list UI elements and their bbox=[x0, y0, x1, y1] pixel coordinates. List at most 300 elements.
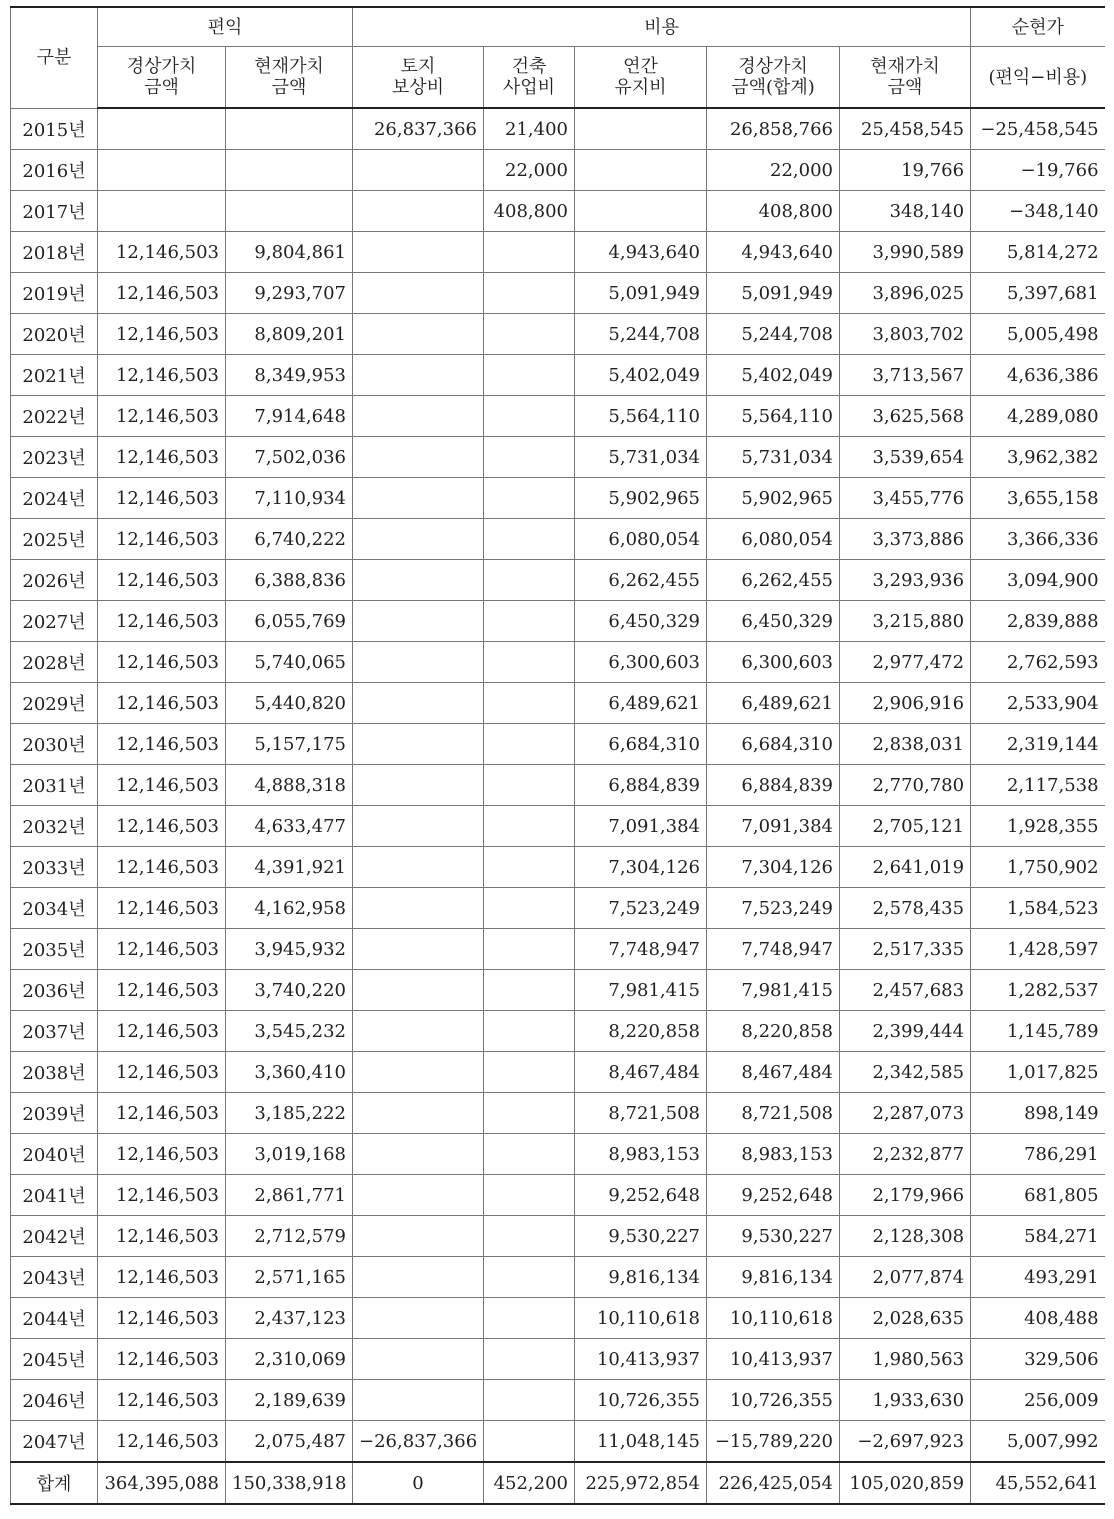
value-cell bbox=[353, 355, 484, 396]
value-cell: 9,816,134 bbox=[575, 1257, 707, 1298]
value-cell: 2,977,472 bbox=[840, 642, 971, 683]
value-cell bbox=[353, 1380, 484, 1421]
value-cell: 6,262,455 bbox=[575, 560, 707, 601]
value-cell bbox=[98, 108, 226, 150]
value-cell: 12,146,503 bbox=[98, 396, 226, 437]
value-cell: 5,397,681 bbox=[971, 273, 1105, 314]
value-cell: 7,304,126 bbox=[707, 847, 840, 888]
value-cell bbox=[353, 1339, 484, 1380]
table-row bbox=[11, 560, 1105, 601]
value-cell: 5,005,498 bbox=[971, 314, 1105, 355]
value-cell: 2,712,579 bbox=[226, 1216, 353, 1257]
value-cell: 3,655,158 bbox=[971, 478, 1105, 519]
year-cell: 2041년 bbox=[11, 1175, 98, 1216]
table-row bbox=[11, 232, 1105, 273]
value-cell bbox=[353, 683, 484, 724]
value-cell: 12,146,503 bbox=[98, 1298, 226, 1339]
value-cell: 10,413,937 bbox=[707, 1339, 840, 1380]
value-cell: 8,220,858 bbox=[707, 1011, 840, 1052]
value-cell: 3,713,567 bbox=[840, 355, 971, 396]
table-row bbox=[11, 929, 1105, 970]
value-cell bbox=[484, 560, 575, 601]
value-cell bbox=[484, 683, 575, 724]
table-row bbox=[11, 1175, 1105, 1216]
table-row bbox=[11, 1380, 1105, 1421]
value-cell bbox=[484, 1339, 575, 1380]
subheader-cost-construction bbox=[484, 47, 575, 109]
value-cell: 3,293,936 bbox=[840, 560, 971, 601]
value-cell bbox=[353, 232, 484, 273]
value-cell: 7,523,249 bbox=[707, 888, 840, 929]
value-cell: 1,282,537 bbox=[971, 970, 1105, 1011]
value-cell: 12,146,503 bbox=[98, 1175, 226, 1216]
year-cell: 2045년 bbox=[11, 1339, 98, 1380]
value-cell: 3,962,382 bbox=[971, 437, 1105, 478]
value-cell: 1,017,825 bbox=[971, 1052, 1105, 1093]
value-cell: 6,300,603 bbox=[707, 642, 840, 683]
total-value: 452,200 bbox=[484, 1462, 575, 1504]
value-cell: −26,837,366 bbox=[353, 1421, 484, 1463]
value-cell: 5,731,034 bbox=[575, 437, 707, 478]
value-cell: 2,117,538 bbox=[971, 765, 1105, 806]
subheader-line1: 토지 bbox=[400, 56, 436, 77]
subheader-line2: 금액(합계) bbox=[731, 77, 815, 98]
year-cell: 2031년 bbox=[11, 765, 98, 806]
subheader-benefit-nominal bbox=[98, 47, 226, 109]
value-cell: 2,533,904 bbox=[971, 683, 1105, 724]
value-cell bbox=[353, 888, 484, 929]
table-row bbox=[11, 724, 1105, 765]
value-cell: 8,983,153 bbox=[575, 1134, 707, 1175]
value-cell: 1,980,563 bbox=[840, 1339, 971, 1380]
value-cell: 25,458,545 bbox=[840, 108, 971, 150]
table-row bbox=[11, 847, 1105, 888]
value-cell: −2,697,923 bbox=[840, 1421, 971, 1463]
value-cell: 12,146,503 bbox=[98, 806, 226, 847]
value-cell: 6,684,310 bbox=[575, 724, 707, 765]
table-row bbox=[11, 1257, 1105, 1298]
header-cost: 비용 bbox=[353, 7, 971, 47]
value-cell: 3,945,932 bbox=[226, 929, 353, 970]
value-cell: 7,110,934 bbox=[226, 478, 353, 519]
value-cell: 6,684,310 bbox=[707, 724, 840, 765]
year-cell: 2036년 bbox=[11, 970, 98, 1011]
value-cell bbox=[484, 478, 575, 519]
value-cell bbox=[484, 273, 575, 314]
value-cell: 2,578,435 bbox=[840, 888, 971, 929]
year-cell: 2023년 bbox=[11, 437, 98, 478]
total-value: 225,972,854 bbox=[575, 1462, 707, 1504]
value-cell: 12,146,503 bbox=[98, 724, 226, 765]
value-cell bbox=[484, 765, 575, 806]
subheader-line2: 금액 bbox=[144, 77, 179, 98]
subheader-line2: 사업비 bbox=[502, 77, 556, 98]
year-cell: 2029년 bbox=[11, 683, 98, 724]
value-cell: 12,146,503 bbox=[98, 683, 226, 724]
value-cell bbox=[484, 888, 575, 929]
value-cell bbox=[226, 150, 353, 191]
total-value: 45,552,641 bbox=[971, 1462, 1105, 1504]
value-cell bbox=[484, 1421, 575, 1463]
value-cell: 12,146,503 bbox=[98, 314, 226, 355]
value-cell: 10,726,355 bbox=[707, 1380, 840, 1421]
value-cell bbox=[353, 1216, 484, 1257]
subheader-line1: 연간 bbox=[623, 56, 658, 77]
year-cell: 2019년 bbox=[11, 273, 98, 314]
value-cell: 10,413,937 bbox=[575, 1339, 707, 1380]
value-cell: 3,896,025 bbox=[840, 273, 971, 314]
cost-benefit-table bbox=[10, 6, 1105, 1505]
value-cell: 4,391,921 bbox=[226, 847, 353, 888]
table-row bbox=[11, 806, 1105, 847]
value-cell bbox=[484, 314, 575, 355]
value-cell: 5,091,949 bbox=[575, 273, 707, 314]
subheader-line2: 보상비 bbox=[391, 77, 445, 98]
value-cell bbox=[353, 1298, 484, 1339]
value-cell: 7,091,384 bbox=[575, 806, 707, 847]
value-cell: 898,149 bbox=[971, 1093, 1105, 1134]
value-cell: 12,146,503 bbox=[98, 1257, 226, 1298]
value-cell: 4,633,477 bbox=[226, 806, 353, 847]
subheader-cost-present bbox=[840, 47, 971, 109]
value-cell: 2,457,683 bbox=[840, 970, 971, 1011]
value-cell: 6,884,839 bbox=[575, 765, 707, 806]
value-cell: 4,888,318 bbox=[226, 765, 353, 806]
year-cell: 2046년 bbox=[11, 1380, 98, 1421]
value-cell bbox=[353, 519, 484, 560]
value-cell bbox=[98, 191, 226, 232]
value-cell: 2,906,916 bbox=[840, 683, 971, 724]
table-row bbox=[11, 1093, 1105, 1134]
value-cell: 2,310,069 bbox=[226, 1339, 353, 1380]
table-row bbox=[11, 1298, 1105, 1339]
value-cell bbox=[353, 1175, 484, 1216]
year-cell: 2016년 bbox=[11, 150, 98, 191]
value-cell: 4,636,386 bbox=[971, 355, 1105, 396]
value-cell bbox=[484, 1011, 575, 1052]
total-value: 150,338,918 bbox=[226, 1462, 353, 1504]
value-cell: 3,215,880 bbox=[840, 601, 971, 642]
table-row bbox=[11, 355, 1105, 396]
value-cell: 3,625,568 bbox=[840, 396, 971, 437]
value-cell: 6,388,836 bbox=[226, 560, 353, 601]
value-cell: 12,146,503 bbox=[98, 1339, 226, 1380]
value-cell: 12,146,503 bbox=[98, 642, 226, 683]
value-cell: −15,789,220 bbox=[707, 1421, 840, 1463]
value-cell: 6,884,839 bbox=[707, 765, 840, 806]
value-cell bbox=[484, 847, 575, 888]
value-cell: 6,300,603 bbox=[575, 642, 707, 683]
value-cell: 6,489,621 bbox=[707, 683, 840, 724]
value-cell: 2,028,635 bbox=[840, 1298, 971, 1339]
value-cell: 5,814,272 bbox=[971, 232, 1105, 273]
value-cell: 2,517,335 bbox=[840, 929, 971, 970]
value-cell bbox=[353, 1093, 484, 1134]
value-cell: 408,800 bbox=[484, 191, 575, 232]
year-cell: 2024년 bbox=[11, 478, 98, 519]
value-cell: 12,146,503 bbox=[98, 1421, 226, 1463]
value-cell: 22,000 bbox=[484, 150, 575, 191]
subheader-cost-maintenance bbox=[575, 47, 707, 109]
value-cell bbox=[484, 396, 575, 437]
value-cell: 12,146,503 bbox=[98, 929, 226, 970]
value-cell bbox=[484, 1134, 575, 1175]
value-cell: 7,502,036 bbox=[226, 437, 353, 478]
value-cell: 8,983,153 bbox=[707, 1134, 840, 1175]
total-value: 0 bbox=[353, 1462, 484, 1504]
subheader-line1: 현재가치 bbox=[254, 56, 324, 77]
value-cell: 8,721,508 bbox=[575, 1093, 707, 1134]
value-cell: 11,048,145 bbox=[575, 1421, 707, 1463]
value-cell: 12,146,503 bbox=[98, 478, 226, 519]
value-cell: 10,726,355 bbox=[575, 1380, 707, 1421]
value-cell: 9,804,861 bbox=[226, 232, 353, 273]
total-row bbox=[11, 1462, 1105, 1504]
header-benefit: 편익 bbox=[98, 7, 353, 47]
value-cell: 12,146,503 bbox=[98, 1380, 226, 1421]
table-row bbox=[11, 314, 1105, 355]
subheader-cost-nominal-total bbox=[707, 47, 840, 109]
value-cell: 256,009 bbox=[971, 1380, 1105, 1421]
value-cell bbox=[484, 929, 575, 970]
value-cell: 12,146,503 bbox=[98, 560, 226, 601]
table-row bbox=[11, 888, 1105, 929]
value-cell bbox=[353, 437, 484, 478]
value-cell bbox=[484, 806, 575, 847]
value-cell bbox=[484, 355, 575, 396]
value-cell: 8,220,858 bbox=[575, 1011, 707, 1052]
value-cell bbox=[484, 232, 575, 273]
value-cell: 3,094,900 bbox=[971, 560, 1105, 601]
value-cell: 786,291 bbox=[971, 1134, 1105, 1175]
value-cell: 3,455,776 bbox=[840, 478, 971, 519]
year-cell: 2033년 bbox=[11, 847, 98, 888]
year-cell: 2017년 bbox=[11, 191, 98, 232]
value-cell: 2,770,780 bbox=[840, 765, 971, 806]
value-cell bbox=[575, 108, 707, 150]
value-cell: 3,803,702 bbox=[840, 314, 971, 355]
value-cell: 1,584,523 bbox=[971, 888, 1105, 929]
value-cell bbox=[226, 191, 353, 232]
value-cell bbox=[575, 150, 707, 191]
table-row bbox=[11, 1421, 1105, 1463]
value-cell: 12,146,503 bbox=[98, 1052, 226, 1093]
value-cell: 5,157,175 bbox=[226, 724, 353, 765]
value-cell: 5,402,049 bbox=[707, 355, 840, 396]
value-cell: −25,458,545 bbox=[971, 108, 1105, 150]
value-cell bbox=[484, 1380, 575, 1421]
year-cell: 2022년 bbox=[11, 396, 98, 437]
value-cell: 4,162,958 bbox=[226, 888, 353, 929]
value-cell: 12,146,503 bbox=[98, 888, 226, 929]
value-cell: −19,766 bbox=[971, 150, 1105, 191]
value-cell bbox=[484, 1093, 575, 1134]
value-cell bbox=[353, 1257, 484, 1298]
value-cell: 408,488 bbox=[971, 1298, 1105, 1339]
year-cell: 2040년 bbox=[11, 1134, 98, 1175]
value-cell: 9,816,134 bbox=[707, 1257, 840, 1298]
value-cell bbox=[353, 560, 484, 601]
value-cell: 9,252,648 bbox=[707, 1175, 840, 1216]
year-cell: 2038년 bbox=[11, 1052, 98, 1093]
value-cell: 1,933,630 bbox=[840, 1380, 971, 1421]
value-cell: 19,766 bbox=[840, 150, 971, 191]
value-cell: 7,748,947 bbox=[707, 929, 840, 970]
value-cell: 6,740,222 bbox=[226, 519, 353, 560]
value-cell: 1,145,789 bbox=[971, 1011, 1105, 1052]
value-cell: 6,055,769 bbox=[226, 601, 353, 642]
value-cell: 2,861,771 bbox=[226, 1175, 353, 1216]
value-cell bbox=[353, 765, 484, 806]
value-cell: 2,839,888 bbox=[971, 601, 1105, 642]
value-cell: 681,805 bbox=[971, 1175, 1105, 1216]
value-cell: 12,146,503 bbox=[98, 765, 226, 806]
year-cell: 2044년 bbox=[11, 1298, 98, 1339]
value-cell: 8,349,953 bbox=[226, 355, 353, 396]
value-cell: 2,232,877 bbox=[840, 1134, 971, 1175]
table-row bbox=[11, 1052, 1105, 1093]
value-cell: 2,641,019 bbox=[840, 847, 971, 888]
value-cell: 3,539,654 bbox=[840, 437, 971, 478]
table-row bbox=[11, 765, 1105, 806]
value-cell: 9,530,227 bbox=[575, 1216, 707, 1257]
table-body bbox=[11, 108, 1105, 1504]
value-cell: 21,400 bbox=[484, 108, 575, 150]
value-cell: 10,110,618 bbox=[707, 1298, 840, 1339]
value-cell: 2,128,308 bbox=[840, 1216, 971, 1257]
value-cell: 5,091,949 bbox=[707, 273, 840, 314]
value-cell: 6,262,455 bbox=[707, 560, 840, 601]
value-cell bbox=[353, 314, 484, 355]
table-row bbox=[11, 601, 1105, 642]
total-value: 105,020,859 bbox=[840, 1462, 971, 1504]
subheader-benefit-present bbox=[226, 47, 353, 109]
year-cell: 2020년 bbox=[11, 314, 98, 355]
value-cell: 2,077,874 bbox=[840, 1257, 971, 1298]
value-cell bbox=[484, 437, 575, 478]
value-cell: 6,450,329 bbox=[707, 601, 840, 642]
value-cell: 584,271 bbox=[971, 1216, 1105, 1257]
table-row bbox=[11, 396, 1105, 437]
value-cell: 8,809,201 bbox=[226, 314, 353, 355]
subheader-line1: (편익−비용) bbox=[988, 66, 1088, 88]
value-cell: 12,146,503 bbox=[98, 232, 226, 273]
table-container bbox=[10, 6, 1104, 1505]
value-cell: 4,943,640 bbox=[707, 232, 840, 273]
table-row bbox=[11, 1216, 1105, 1257]
value-cell: 5,007,992 bbox=[971, 1421, 1105, 1463]
value-cell bbox=[575, 191, 707, 232]
value-cell: 8,467,484 bbox=[575, 1052, 707, 1093]
table-row bbox=[11, 1011, 1105, 1052]
subheader-line2: 유지비 bbox=[614, 77, 667, 98]
value-cell: 5,440,820 bbox=[226, 683, 353, 724]
subheader-row bbox=[11, 47, 1105, 109]
value-cell: 6,080,054 bbox=[575, 519, 707, 560]
value-cell bbox=[484, 642, 575, 683]
year-cell: 2039년 bbox=[11, 1093, 98, 1134]
value-cell: 12,146,503 bbox=[98, 437, 226, 478]
value-cell: 3,185,222 bbox=[226, 1093, 353, 1134]
value-cell: 5,564,110 bbox=[575, 396, 707, 437]
value-cell: 2,075,487 bbox=[226, 1421, 353, 1463]
subheader-cost-land bbox=[353, 47, 484, 109]
year-cell: 2018년 bbox=[11, 232, 98, 273]
value-cell bbox=[484, 1257, 575, 1298]
value-cell: 6,489,621 bbox=[575, 683, 707, 724]
value-cell: 7,981,415 bbox=[575, 970, 707, 1011]
value-cell: −348,140 bbox=[971, 191, 1105, 232]
table-row bbox=[11, 519, 1105, 560]
year-cell: 2021년 bbox=[11, 355, 98, 396]
subheader-line1: 경상가치 bbox=[738, 56, 808, 77]
year-cell: 2035년 bbox=[11, 929, 98, 970]
value-cell bbox=[353, 1052, 484, 1093]
value-cell bbox=[353, 1134, 484, 1175]
table-row bbox=[11, 191, 1105, 232]
value-cell bbox=[353, 1011, 484, 1052]
year-cell: 2030년 bbox=[11, 724, 98, 765]
value-cell: 329,506 bbox=[971, 1339, 1105, 1380]
subheader-npv-formula bbox=[971, 47, 1105, 109]
value-cell: 4,289,080 bbox=[971, 396, 1105, 437]
table-header bbox=[11, 7, 1105, 108]
value-cell bbox=[226, 108, 353, 150]
value-cell: 2,399,444 bbox=[840, 1011, 971, 1052]
subheader-line1: 현재가치 bbox=[870, 56, 940, 77]
value-cell: 5,244,708 bbox=[707, 314, 840, 355]
subheader-line1: 경상가치 bbox=[126, 56, 197, 77]
total-value: 226,425,054 bbox=[707, 1462, 840, 1504]
value-cell: 9,293,707 bbox=[226, 273, 353, 314]
value-cell: 26,837,366 bbox=[353, 108, 484, 150]
value-cell bbox=[353, 724, 484, 765]
value-cell: 493,291 bbox=[971, 1257, 1105, 1298]
subheader-line2: 금액 bbox=[271, 77, 307, 98]
value-cell: 3,373,886 bbox=[840, 519, 971, 560]
value-cell: 2,189,639 bbox=[226, 1380, 353, 1421]
value-cell bbox=[484, 1052, 575, 1093]
year-cell: 2026년 bbox=[11, 560, 98, 601]
value-cell: 7,304,126 bbox=[575, 847, 707, 888]
table-row bbox=[11, 108, 1105, 150]
value-cell: 2,437,123 bbox=[226, 1298, 353, 1339]
value-cell bbox=[484, 1216, 575, 1257]
table-row bbox=[11, 150, 1105, 191]
value-cell: 26,858,766 bbox=[707, 108, 840, 150]
value-cell bbox=[353, 396, 484, 437]
value-cell bbox=[353, 929, 484, 970]
value-cell: 12,146,503 bbox=[98, 1011, 226, 1052]
value-cell: 5,731,034 bbox=[707, 437, 840, 478]
subheader-line2: 금액 bbox=[887, 77, 923, 98]
year-cell: 2034년 bbox=[11, 888, 98, 929]
table-row bbox=[11, 683, 1105, 724]
value-cell: 22,000 bbox=[707, 150, 840, 191]
value-cell: 5,902,965 bbox=[575, 478, 707, 519]
value-cell: 7,091,384 bbox=[707, 806, 840, 847]
year-cell: 2028년 bbox=[11, 642, 98, 683]
value-cell bbox=[484, 724, 575, 765]
value-cell: 5,244,708 bbox=[575, 314, 707, 355]
value-cell: 8,467,484 bbox=[707, 1052, 840, 1093]
value-cell: 6,080,054 bbox=[707, 519, 840, 560]
value-cell: 2,179,966 bbox=[840, 1175, 971, 1216]
value-cell: 3,740,220 bbox=[226, 970, 353, 1011]
value-cell: 5,564,110 bbox=[707, 396, 840, 437]
table-row bbox=[11, 642, 1105, 683]
value-cell bbox=[484, 1175, 575, 1216]
